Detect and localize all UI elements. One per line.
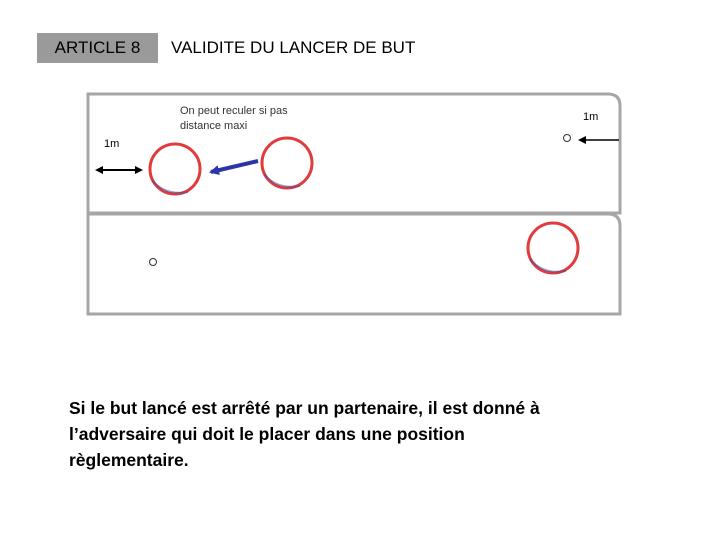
rule-text: Si le but lancé est arrêté par un partenaire, il est donné à l’adversaire qui doit le placer dans une position règlementaire. (69, 398, 540, 470)
lane-top (88, 94, 620, 213)
lane-bottom (88, 214, 620, 314)
page-title: VALIDITE DU LANCER DE BUT (171, 38, 416, 57)
distance-label-left: 1m (104, 138, 120, 150)
jack-top (564, 135, 571, 142)
retreat-arrow (211, 161, 258, 172)
jack-bottom (150, 259, 157, 266)
article-number-badge: ARTICLE 8 (37, 33, 158, 63)
distance-label-right: 1m (583, 111, 599, 123)
retreat-note: On peut reculer si pas distance maxi (180, 105, 288, 132)
